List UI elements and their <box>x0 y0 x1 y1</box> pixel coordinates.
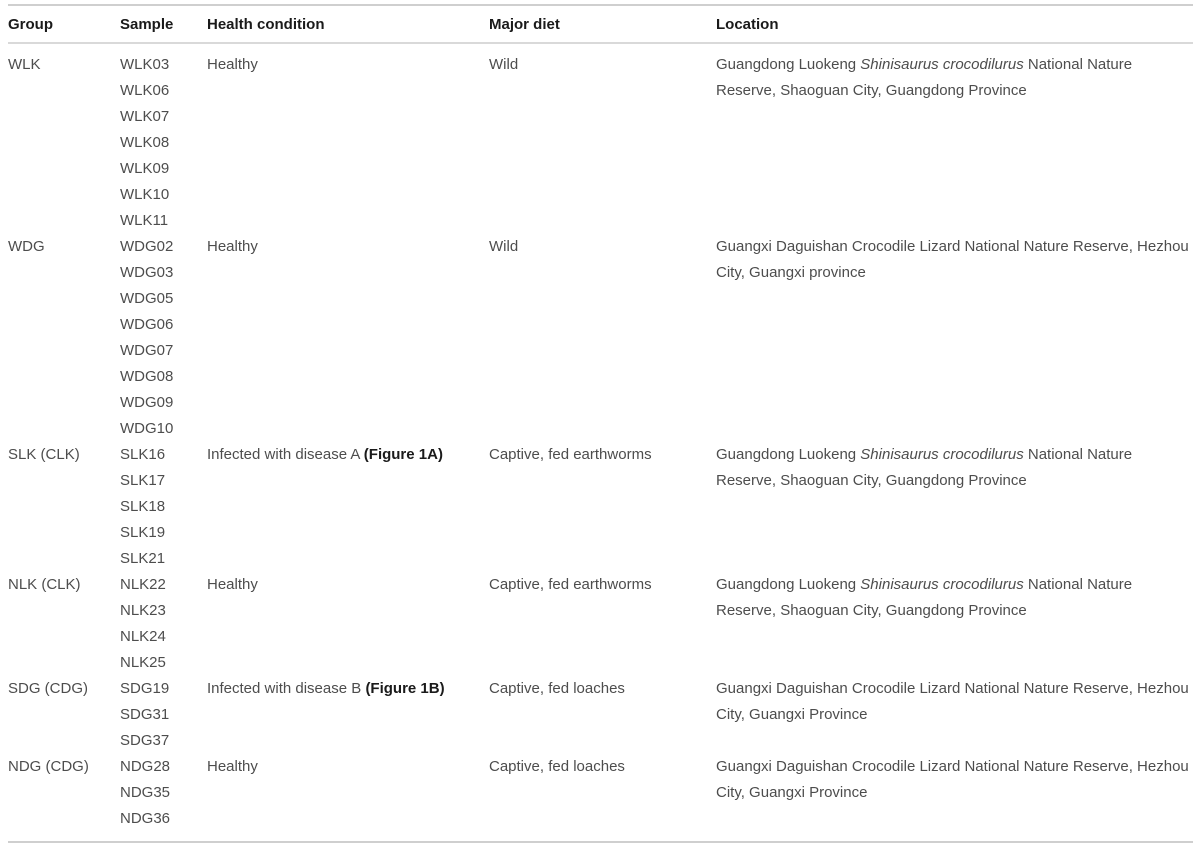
sample-id: NLK25 <box>120 654 166 671</box>
sample-id: WLK08 <box>120 134 170 151</box>
sample-id: NDG36 <box>120 810 171 827</box>
sample-id: WDG02 <box>120 238 174 255</box>
location-cell <box>716 442 1193 572</box>
sample-cell <box>120 43 207 234</box>
group-cell: NLK (CLK) <box>8 576 81 593</box>
health-text: Healthy <box>207 576 258 593</box>
sample-id: WLK10 <box>120 186 170 203</box>
table-row <box>8 676 1193 754</box>
column-header-location: Location <box>716 5 1193 43</box>
location-text: Guangxi Daguishan Crocodile Lizard National Nature Reserve, Hezhou City, Guangxi Province <box>716 758 1189 801</box>
column-header-major-diet: Major diet <box>489 5 716 43</box>
location-text-suffix: National Nature Reserve, Shaoguan City, Guangdong Province <box>716 446 1133 489</box>
location-text: Guangxi Daguishan Crocodile Lizard National Nature Reserve, Hezhou City, Guangxi province <box>716 238 1189 281</box>
table-row <box>8 754 1193 842</box>
location-text-suffix: National Nature Reserve, Shaoguan City, Guangdong Province <box>716 56 1133 99</box>
major-diet-cell: Captive, fed loaches <box>489 680 625 697</box>
group-cell: SDG (CDG) <box>8 680 88 697</box>
species-name: Shinisaurus crocodilurus <box>860 576 1024 593</box>
table-row <box>8 234 1193 442</box>
group-cell: SLK (CLK) <box>8 446 80 463</box>
table-wrapper <box>8 4 1193 843</box>
health-text: Healthy <box>207 238 258 255</box>
major-diet-cell: Captive, fed earthworms <box>489 576 652 593</box>
sample-id: WDG03 <box>120 264 174 281</box>
health-condition-cell <box>207 234 489 442</box>
table-row <box>8 43 1193 234</box>
group-cell: WDG <box>8 238 45 255</box>
health-condition-cell <box>207 754 489 842</box>
column-header-sample: Sample <box>120 5 207 43</box>
sample-id: SLK19 <box>120 524 166 541</box>
sample-id: WDG06 <box>120 316 174 333</box>
sample-id: WLK11 <box>120 212 169 229</box>
sample-id: SLK18 <box>120 498 166 515</box>
column-header-group: Group <box>8 5 120 43</box>
sample-id: SDG19 <box>120 680 170 697</box>
health-text: Healthy <box>207 758 258 775</box>
sample-id: WDG10 <box>120 420 174 437</box>
location-cell <box>716 754 1193 842</box>
species-name: Shinisaurus crocodilurus <box>860 56 1024 73</box>
health-text: Infected with disease A <box>207 446 364 463</box>
sample-id: SDG31 <box>120 706 170 723</box>
location-text: Guangdong Luokeng <box>716 56 861 73</box>
sample-id: WDG07 <box>120 342 174 359</box>
sample-id: WDG09 <box>120 394 174 411</box>
table-row <box>8 442 1193 572</box>
location-cell <box>716 676 1193 754</box>
health-condition-cell <box>207 442 489 572</box>
major-diet-cell: Captive, fed earthworms <box>489 446 652 463</box>
sample-id: WLK09 <box>120 160 170 177</box>
sample-id: WDG08 <box>120 368 174 385</box>
location-cell <box>716 43 1193 234</box>
location-text-suffix: National Nature Reserve, Shaoguan City, Guangdong Province <box>716 576 1133 619</box>
major-diet-cell: Wild <box>489 238 519 255</box>
sample-cell <box>120 754 207 842</box>
sample-id: SDG37 <box>120 732 170 749</box>
sample-cell <box>120 572 207 676</box>
health-text: Infected with disease B <box>207 680 366 697</box>
health-condition-cell <box>207 572 489 676</box>
figure-reference: (Figure 1B) <box>365 680 445 697</box>
location-text: Guangxi Daguishan Crocodile Lizard National Nature Reserve, Hezhou City, Guangxi Province <box>716 680 1189 723</box>
sample-id: WLK07 <box>120 108 170 125</box>
sample-id: NLK24 <box>120 628 166 645</box>
group-cell: NDG (CDG) <box>8 758 89 775</box>
sample-id: WLK06 <box>120 82 170 99</box>
health-text: Healthy <box>207 56 258 73</box>
sample-id: NDG35 <box>120 784 171 801</box>
sample-information-table <box>8 4 1193 843</box>
sample-id: NLK23 <box>120 602 166 619</box>
group-cell: WLK <box>8 56 41 73</box>
sample-cell <box>120 234 207 442</box>
table-row <box>8 572 1193 676</box>
sample-id: SLK17 <box>120 472 166 489</box>
health-condition-cell <box>207 43 489 234</box>
sample-cell <box>120 676 207 754</box>
header-row <box>8 5 1193 43</box>
sample-id: SLK16 <box>120 446 166 463</box>
sample-id: NLK22 <box>120 576 166 593</box>
column-header-health-condition: Health condition <box>207 5 489 43</box>
location-cell <box>716 572 1193 676</box>
sample-id: WDG05 <box>120 290 174 307</box>
sample-id: SLK21 <box>120 550 166 567</box>
location-cell <box>716 234 1193 442</box>
sample-cell <box>120 442 207 572</box>
major-diet-cell: Captive, fed loaches <box>489 758 625 775</box>
major-diet-cell: Wild <box>489 56 519 73</box>
location-text: Guangdong Luokeng <box>716 446 861 463</box>
health-condition-cell <box>207 676 489 754</box>
sample-id: WLK03 <box>120 56 170 73</box>
sample-id: NDG28 <box>120 758 171 775</box>
species-name: Shinisaurus crocodilurus <box>860 446 1024 463</box>
figure-reference: (Figure 1A) <box>363 446 443 463</box>
location-text: Guangdong Luokeng <box>716 576 861 593</box>
